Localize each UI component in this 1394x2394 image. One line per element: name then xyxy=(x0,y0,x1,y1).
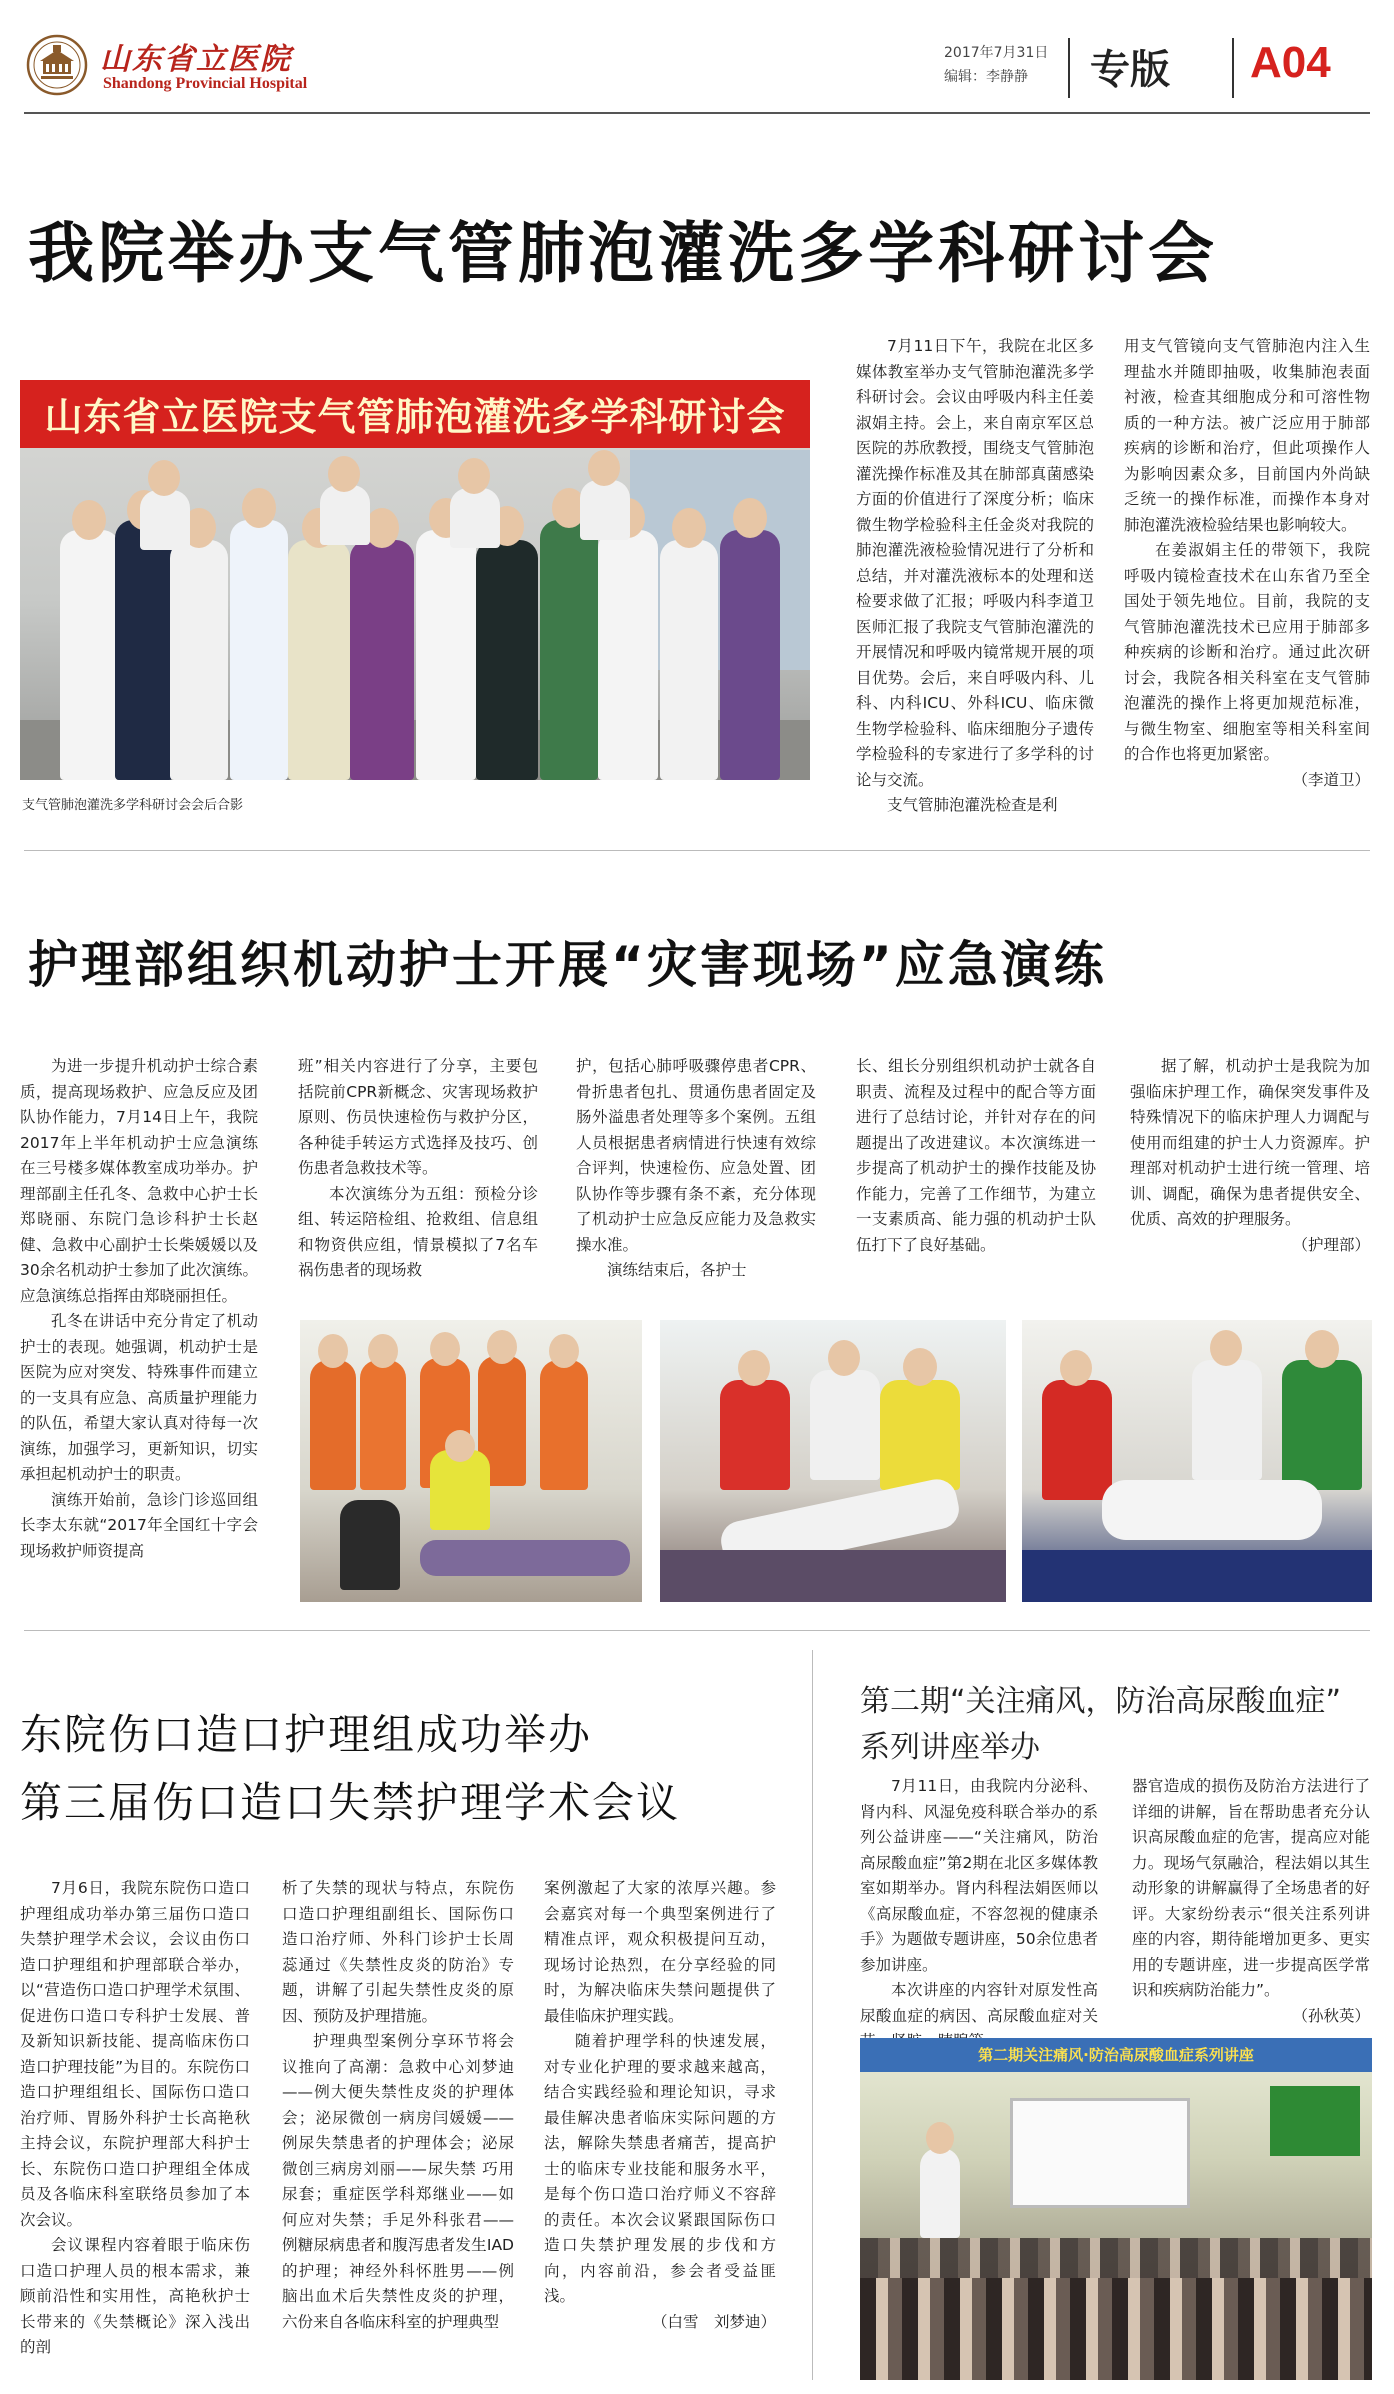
article1-column-2 xyxy=(1124,334,1370,793)
article2-paragraph: 孔冬在讲话中充分肯定了机动护士的表现。她强调，机动护士是医院为应对突发、特殊事件而建立的一支具有应急、高质量护理能力的队伍，希望大家认真对待每一次演练，加强学习，更新知识，切实承担起机动护士的职责。 xyxy=(20,1312,258,1483)
lecture-photo xyxy=(860,2038,1372,2380)
article1-headline: 我院举办支气管肺泡灌洗多学科研讨会 xyxy=(28,215,1218,292)
article1-byline: （李道卫） xyxy=(1292,770,1370,789)
section-label: 专版 xyxy=(1090,47,1170,93)
article4-paragraph: 本次讲座的内容针对原发性高尿酸血症的病因、高尿酸血症对关 xyxy=(860,1981,1098,2025)
drill-photo-1 xyxy=(300,1320,642,1602)
logo-english-name: Shandong Provincial Hospital xyxy=(103,75,308,92)
article4-paragraph: 7月11日，由我院内分泌科、肾内科、风湿免疫科联合举办的系列公益讲座——“关注痛风，防治高尿酸血症”第2期在北区多媒体教室如期举办。肾内科程法娟医师以《高尿酸血症，不容忽视的健康杀手》为题做专题讲座，50余位患者参加讲座。 xyxy=(860,1777,1098,1974)
article1-paragraph: 7月11日下午，我院在北区多媒体教室举办支气管肺泡灌洗多学科研讨会。会议由呼吸内科主任姜淑娟主持。会上，来自南京军区总医院的苏欣教授，围绕支气管肺泡灌洗操作标准及其在肺部真菌感染方面的价值进行了深度分析；临床微生物学检验科主任金炎对我院的肺泡灌洗液检验情况进行了分析和总结，并对灌洗液标本的处理和送检要求做了汇报；呼吸内科李道卫医师汇报了我院支气管肺泡灌洗的开展情况和呼吸内镜常规开展的项目优势。会后，来自呼吸内科、儿科、内科ICU、外科ICU、临床微生物学检验科、临床细胞分子遗传学检验科的专家进行了多学科的讨论与交流。 xyxy=(856,337,1094,789)
article3-headline-line2: 第三届伤口造口失禁护理学术会议 xyxy=(20,1778,681,1827)
article1-paragraph: 在姜淑娟主任的带领下，我院呼吸内镜检查技术在山东省乃至全国处于领先地位。目前，我院的支气管肺泡灌洗技术已应用于肺部多种疾病的诊断和治疗。通过此次研讨会，我院各相关科室在支气管肺泡灌洗的操作上将更加规范标准，与微生物室、细胞室等相关科室间的合作也将更加紧密。 xyxy=(1124,541,1370,763)
article3-paragraph: 随着护理学科的快速发展，对专业化护理的要求越来越高，结合实践经验和理论知识，寻求最佳解决患者临床实际问题的方法，解除失禁患者痛苦，提高护士的临床专业技能和服务水平，是每个伤口造口治疗师义不容辞的责任。本次会议紧跟国际伤口造口失禁护理发展的步伐和方向，内容前沿，参会者受益匪浅。 xyxy=(544,2032,776,2305)
lecture-projector-screen xyxy=(1010,2098,1190,2208)
photo-banner-text: 山东省立医院支气管肺泡灌洗多学科研讨会 xyxy=(44,395,786,439)
article2-column-4 xyxy=(856,1054,1096,1258)
hospital-logo-emblem xyxy=(26,34,88,96)
article4-paragraph: 器官造成的损伤及防治方法进行了详细的讲解，旨在帮助患者充分认识高尿酸血症的危害，提高应对能力。现场气氛融洽，程法娟以其生动形象的讲解赢得了全场患者的好评。大家纷纷表示“很关注系列讲座的内容，期待能增加更多、更实用的专题讲座，进一步提高医学常识和疾病防治能力”。 xyxy=(1132,1777,1370,1999)
masthead-divider-2 xyxy=(1232,38,1234,98)
article2-paragraph: 护，包括心肺呼吸骤停患者CPR、骨折患者包扎、贯通伤患者固定及肠外溢患者处理等多个案例。五组人员根据患者病情进行快速有效综合评判，快速检伤、应急处置、团队协作等步骤有条不紊，充分体现了机动护士应急反应能力及急救实操水准。 xyxy=(576,1057,816,1254)
article3-paragraph: 7月6日，我院东院伤口造口护理组成功举办第三届伤口造口失禁护理学术会议，会议由伤口造口护理组和护理部联合举办，以“营造伤口造口护理学术氛围、促进伤口造口专科护士发展、普及新知识新技能、提高临床伤口造口护理技能”为目的。东院伤口造口护理组组长、国际伤口造口治疗师、胃肠外科护士长高艳秋主持会议，东院护理部大科护士长、东院伤口造口护理组全体成员及各临床科室联络员参加了本次会议。 xyxy=(20,1879,250,2229)
masthead-divider-1 xyxy=(1068,38,1070,98)
article4-byline: （孙秋英） xyxy=(1292,2006,1370,2025)
photo-banner xyxy=(20,380,810,448)
article3-byline: （白雪 刘梦迪） xyxy=(651,2312,776,2331)
article2-column-2 xyxy=(298,1054,538,1284)
article2-paragraph: 长、组长分别组织机动护士就各自职责、流程及过程中的配合等方面进行了总结讨论，并针对存在的问题提出了改进建议。本次演练进一步提高了机动护士的操作技能及协作能力，完善了工作细节，为建立一支素质高、能力强的机动护士队伍打下了良好基础。 xyxy=(856,1057,1096,1254)
drill-photo-2 xyxy=(660,1320,1006,1602)
article2-column-1 xyxy=(20,1054,258,1564)
article1-paragraph: 用支气管镜向支气管肺泡内注入生理盐水并随即抽吸，收集肺泡表面衬液，检查其细胞成分和可溶性物质的一种方法。被广泛应用于肺部疾病的诊断和治疗，但此项操作人为影响因素众多，目前国内外尚缺乏统一的操作标准，而操作本身对肺泡灌洗液检验结果也影响较大。 xyxy=(1124,337,1370,534)
section-divider-2 xyxy=(24,1630,1370,1631)
article4-headline-line2: 系列讲座举办 xyxy=(860,1730,1040,1765)
article1-photo-caption: 支气管肺泡灌洗多学科研讨会会后合影 xyxy=(22,798,244,813)
article3-paragraph: 护理典型案例分享环节将会议推向了高潮：急救中心刘梦迪——例大便失禁性皮炎的护理体会；泌尿微创一病房闫媛媛——例尿失禁患者的护理体会；泌尿微创三病房刘丽——尿失禁 巧用尿套；重症医学科郑继业——如何应对失禁；手足外科张君——例糖尿病患者和腹泻患者发生IAD的护理；神经外科怀胜男——例脑出血术后失禁性皮炎的护理，六份来自各临床科室的护理典型 xyxy=(282,2032,514,2331)
article2-headline: 护理部组织机动护士开展“灾害现场”应急演练 xyxy=(28,936,1107,994)
article3-column-1 xyxy=(20,1876,250,2361)
article1-paragraph: 支气管肺泡灌洗检查是利 xyxy=(887,796,1058,814)
section-divider-1 xyxy=(24,850,1370,851)
page-number: A04 xyxy=(1250,38,1331,87)
article2-paragraph: 演练结束后，各护士 xyxy=(607,1261,747,1279)
article2-paragraph: 为进一步提升机动护士综合素质，提高现场救护、应急反应及团队协作能力，7月14日上午，我院2017年上半年机动护士应急演练在三号楼多媒体教室成功举办。护理部副主任孔冬、急救中心护士长郑晓丽、东院门急诊科护士长赵健、急救中心副护士长柴媛媛以及30余名机动护士参加了此次演练。应急演练总指挥由郑晓丽担任。 xyxy=(20,1057,258,1305)
article2-paragraph: 演练开始前，急诊门诊巡回组长李太东就“2017年全国红十字会现场救护师资提高 xyxy=(20,1490,258,1560)
issue-date: 2017年7月31日 xyxy=(944,45,1049,61)
article2-byline: （护理部） xyxy=(1292,1235,1370,1254)
article1-group-photo xyxy=(20,380,810,780)
editor-credit: 编辑：李静静 xyxy=(944,69,1028,85)
masthead-rule xyxy=(24,112,1370,114)
article2-paragraph: 班”相关内容进行了分享，主要包括院前CPR新概念、灾害现场救护原则、伤员快速检伤与救护分区，各种徒手转运方式选择及技巧、创伤患者急救技术等。 xyxy=(298,1057,538,1177)
article4-headline-line1: 第二期“关注痛风，防治高尿酸血症” xyxy=(860,1684,1342,1719)
article3-column-2 xyxy=(282,1876,514,2335)
drill-photo-3 xyxy=(1022,1320,1372,1602)
article3-headline-line1: 东院伤口造口护理组成功举办 xyxy=(20,1710,593,1759)
article3-paragraph: 会议课程内容着眼于临床伤口造口护理人员的根本需求，兼顾前沿性和实用性，高艳秋护士长带来的《失禁概论》深入浅出的剖 xyxy=(20,2236,250,2356)
column-divider xyxy=(812,1650,813,2380)
masthead xyxy=(0,0,1394,118)
article1-column-1 xyxy=(856,334,1094,819)
article3-paragraph: 析了失禁的现状与特点，东院伤口造口护理组副组长、国际伤口造口治疗师、外科门诊护士长周蕊通过《失禁性皮炎的防治》专题，讲解了引起失禁性皮炎的原因、预防及护理措施。 xyxy=(282,1879,514,2025)
article2-paragraph: 本次演练分为五组：预检分诊组、转运陪检组、抢救组、信息组和物资供应组，情景模拟了7名车祸伤患者的现场救 xyxy=(298,1184,538,1279)
logo-chinese-name: 山东省立医院 xyxy=(100,42,292,77)
article3-paragraph: 案例激起了大家的浓厚兴趣。参会嘉宾对每一个典型案例进行了精准点评，观众积极提问互动，现场讨论热烈，在分享经验的同时，为解决临床失禁问题提供了最佳临床护理实践。 xyxy=(544,1879,776,2025)
article3-column-3 xyxy=(544,1876,776,2335)
article4-column-2 xyxy=(1132,1774,1370,2029)
lecture-screen-banner: 第二期关注痛风·防治高尿酸血症系列讲座 xyxy=(978,2046,1254,2064)
article2-column-3 xyxy=(576,1054,816,1284)
article2-column-5 xyxy=(1130,1054,1370,1258)
article2-paragraph: 据了解，机动护士是我院为加强临床护理工作，确保突发事件及特殊情况下的临床护理人力调配与使用而组建的护士人力资源库。护理部对机动护士进行统一管理、培训、调配，确保为患者提供安全、优质、高效的护理服务。 xyxy=(1130,1057,1370,1228)
article4-column-1 xyxy=(860,1774,1098,2055)
